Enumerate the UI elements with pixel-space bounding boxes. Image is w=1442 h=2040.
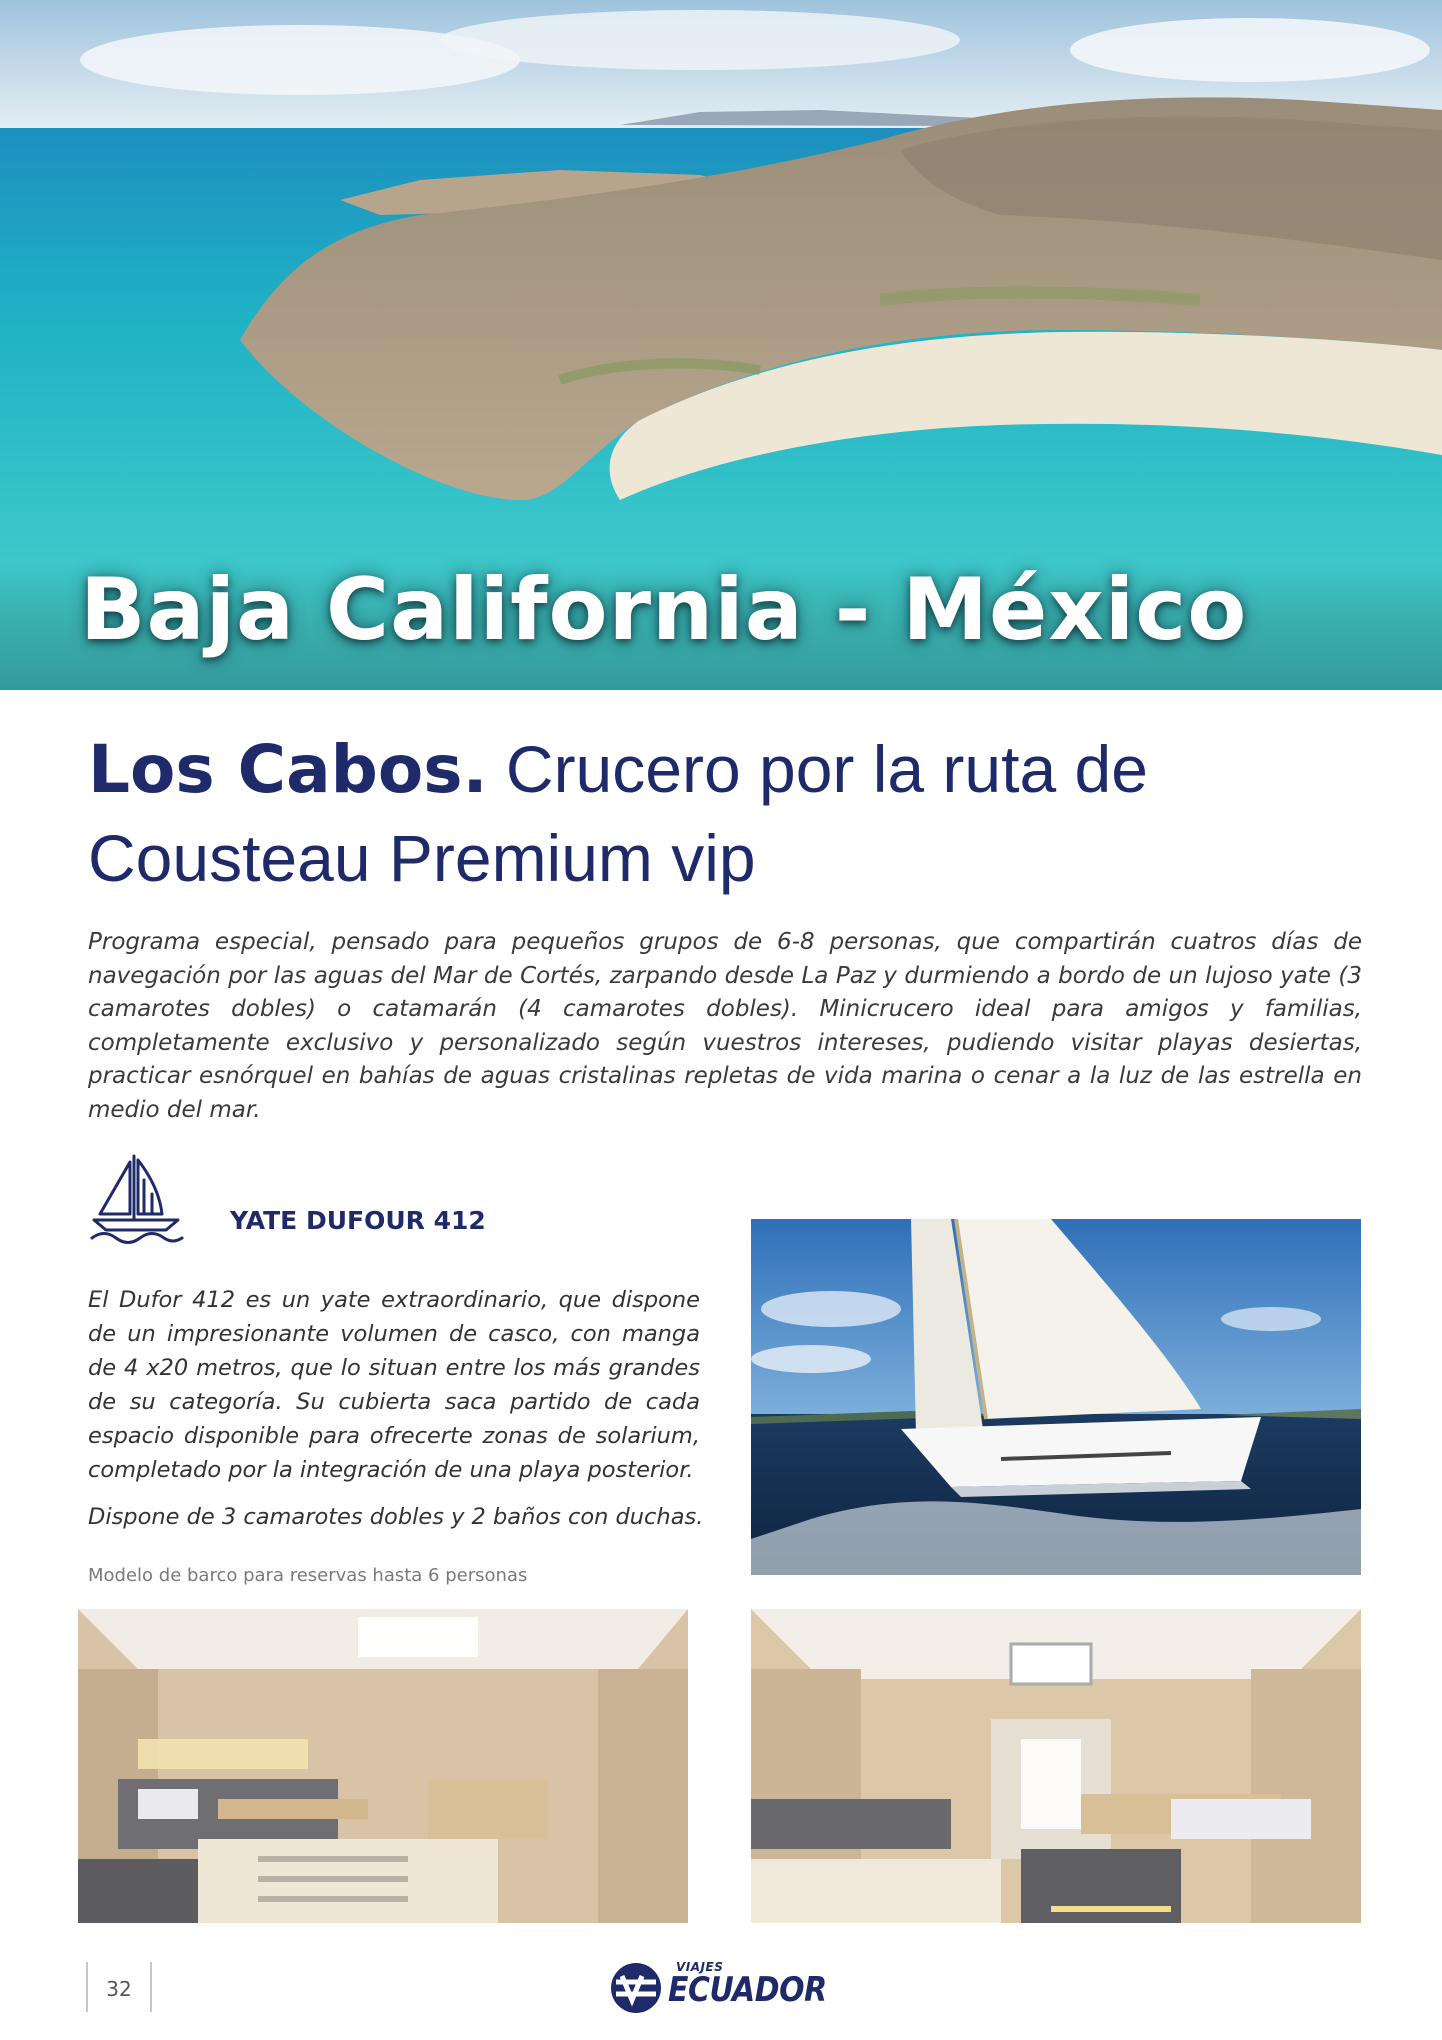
hero-photo [0,0,1442,690]
yacht-description: El Dufor 412 es un yate extraordinario, que dispone de un impresionante volumen de casco, con manga de 4 x20 metros, que lo situan entre los más grandes de su categoría. Su cubierta saca partido de cada espacio disponible para ofrecerte zonas de solarium, completado por la integración de una playa posterior. [88,1287,700,1483]
title-light: Crucero por la ruta de Cousteau Premium vip [88,732,1148,895]
logo-emblem-icon [608,1960,664,2016]
yacht-cabins: Dispone de 3 camarotes dobles y 2 baños con duchas. [88,1504,704,1530]
destination-title: Baja California - México [80,560,1248,660]
title-strong: Los Cabos. [88,731,488,808]
intro-paragraph: Programa especial, pensado para pequeños grupos de 6-8 personas, que compartirán cuatros días de navegación por las aguas del Mar de Cortés, zarpando desde La Paz y durmiendo a bordo de un lujoso yate (3 camarotes dobles) o catamarán (4 camarotes dobles). Minicrucero ideal para amigos y familias, completamente exclusivo y personalizado según vuestros intereses, pudiendo visitar playas desiertas, practicar esnórquel en bahías de aguas cristalinas repletas de vida marina o cenar a la luz de las estrella en medio del mar. [88,929,1362,1123]
yacht-interior-photo-saloon [78,1609,688,1923]
logo-small-text: VIAJES [676,1960,724,1974]
yacht-interior-photo-galley [751,1609,1361,1923]
page-number: 32 [106,1977,132,2001]
viajes-ecuador-logo [608,1958,838,2018]
page-title [88,725,1368,902]
logo-main-text: ECUADOR [668,1970,827,2010]
sailboat-icon [86,1150,186,1246]
yacht-title: YATE DUFOUR 412 [230,1206,486,1235]
footer-divider [150,1962,152,2012]
yacht-capacity-note: Modelo de barco para reservas hasta 6 personas [88,1565,528,1586]
yacht-sailing-photo [751,1219,1361,1575]
